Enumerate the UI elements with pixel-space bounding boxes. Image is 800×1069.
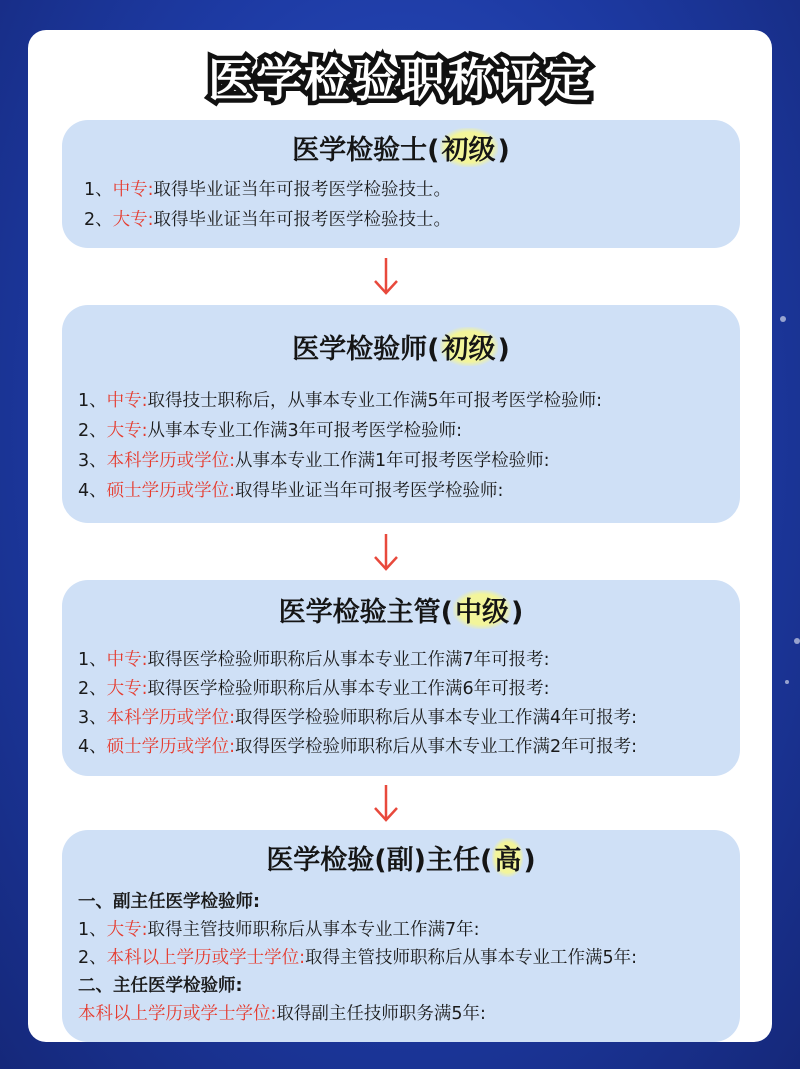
level-highlight: 高 [492,838,523,877]
section-name: 医学检验师 [292,334,428,365]
item-number: 2、 [84,210,113,230]
item-text: 取得医学检验师职称后从事木专业工作满2年可报考: [235,737,638,757]
item-number: 3、 [78,451,107,471]
list-item [78,477,503,505]
item-text: 从事本专业工作满1年可报考医学检验师: [235,451,550,471]
item-text: 取得主管技师职称后从事本专业工作满7年: [147,920,480,940]
item-label: 大专: [106,679,148,699]
item-text: 取得医学检验师职称后从事本专业工作满6年可报考: [147,679,550,699]
list-item [84,206,451,234]
decor-dot [794,638,800,644]
item-label: 大专: [112,210,154,230]
item-text: 取得毕业证当年可报考医学检验技士。 [153,210,452,230]
item-text: 取得毕业证当年可报考医学检验师: [235,481,504,501]
level-highlight: 中级 [453,590,511,629]
section-technologist [62,305,740,523]
item-number: 1、 [78,920,107,940]
subgroup-heading: 二、主任医学检验师: [78,976,243,996]
item-number: 2、 [78,948,107,968]
list-item [78,944,637,972]
item-label: 硕士学历或学位: [106,737,236,757]
down-arrow-icon [371,532,401,572]
item-text: 取得医学检验师职称后从事本专业工作满4年可报考: [235,708,638,728]
list-item [78,733,637,761]
list-item [78,387,602,415]
item-text: 取得主管技师职称后从事本专业工作满5年: [305,948,638,968]
item-text: 从事本专业工作满3年可报考医学检验师: [147,421,463,441]
section-junior-technician [62,120,740,248]
level-highlight: 初级 [440,327,498,366]
section-name: 医学检验士 [292,135,428,166]
list-item [78,417,462,445]
page-title: 医学检验职称评定 [208,53,592,107]
list-item [78,447,550,475]
list-item [84,176,451,204]
list-item [78,916,480,944]
down-arrow-icon [371,256,401,296]
item-number: 3、 [78,708,107,728]
list-item [78,646,550,674]
section-title: 医学检验师(初级) [62,327,740,366]
section-supervisor [62,580,740,776]
item-number: 2、 [78,679,107,699]
item-label: 大专: [106,421,148,441]
item-number: 2、 [78,421,107,441]
list-item [78,704,637,732]
content-card [28,30,772,1042]
section-name: 医学检验(副)主任 [266,845,480,876]
item-label: 中专: [112,180,154,200]
item-label: 本科以上学历或学士学位: [106,948,306,968]
item-label: 中专: [106,391,148,411]
list-item [78,1000,486,1028]
item-text: 取得技士职称后，从事本专业工作满5年可报考医学检验师: [147,391,603,411]
item-text: 取得毕业证当年可报考医学检验技士。 [153,180,452,200]
item-label: 硕士学历或学位: [106,481,236,501]
item-label: 本科学历或学位: [106,451,236,471]
item-label: 中专: [106,650,148,670]
item-label: 大专: [106,920,148,940]
section-title: 医学检验主管(中级) [62,590,740,629]
item-number: 1、 [78,391,107,411]
list-item [78,675,550,703]
subgroup-heading: 一、副主任医学检验师: [78,892,260,912]
item-label: 本科学历或学位: [106,708,236,728]
down-arrow-icon [371,783,401,823]
level-highlight: 初级 [440,128,498,167]
item-label: 本科以上学历或学士学位: [78,1004,277,1024]
item-number: 1、 [78,650,107,670]
item-text: 取得副主任技师职务满5年: [276,1004,486,1024]
decor-dot [785,680,789,684]
section-name: 医学检验主管 [278,597,441,628]
item-number: 4、 [78,737,107,757]
section-senior [62,830,740,1042]
item-text: 取得医学检验师职称后从事本专业工作满7年可报考: [147,650,550,670]
item-number: 4、 [78,481,107,501]
item-number: 1、 [84,180,113,200]
decor-dot [780,316,786,322]
section-title: 医学检验士(初级) [62,128,740,167]
section-title: 医学检验(副)主任(高) [62,838,740,877]
